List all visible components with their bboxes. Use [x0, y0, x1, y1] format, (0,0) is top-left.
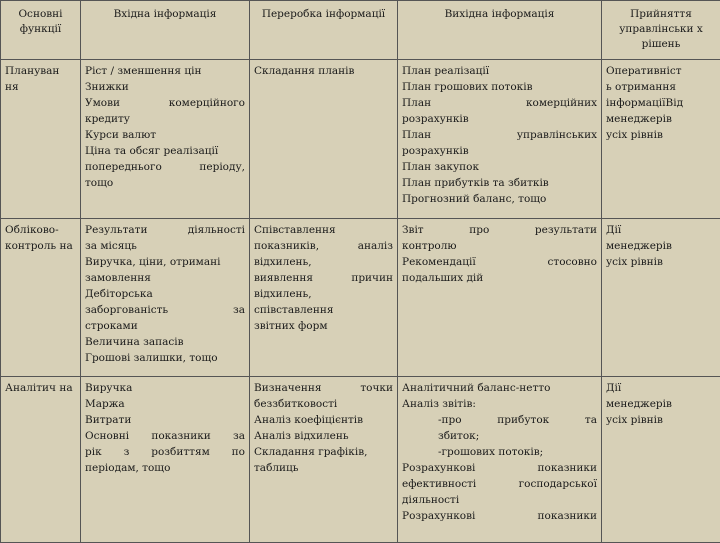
input-cell [81, 219, 250, 377]
cell-line: розрахунків [402, 143, 597, 159]
cell-line: розрахунків [402, 111, 597, 127]
cell-line: Рекомендації стосовно [402, 254, 597, 270]
header-functions: Основні функції [1, 1, 81, 60]
cell-line: Складання графіків, [254, 444, 393, 460]
cell-line: Аналітичний баланс-нетто [402, 380, 597, 396]
cell-line: подальших дій [402, 270, 597, 286]
output-cell [398, 60, 602, 219]
header-processing: Переробка інформації [250, 1, 398, 60]
cell-line: Визначення точки [254, 380, 393, 396]
cell-line: тощо [85, 175, 245, 191]
cell-line: Співставлення [254, 222, 393, 238]
cell-line: Величина запасів [85, 334, 245, 350]
cell-line: Виручка [85, 380, 245, 396]
cell-line: збиток; [402, 428, 597, 444]
cell-line: План закупок [402, 159, 597, 175]
cell-line: інформаціїВід [606, 95, 716, 111]
input-cell [81, 377, 250, 543]
cell-line: менеджерів [606, 238, 716, 254]
processing-cell [250, 377, 398, 543]
table-row [1, 377, 720, 543]
cell-line: менеджерів [606, 396, 716, 412]
cell-line: Знижки [85, 79, 245, 95]
cell-line: Звіт про результати [402, 222, 597, 238]
cell-line: -про прибуток та [402, 412, 597, 428]
cell-line: Розрахункові показники [402, 508, 597, 524]
cell-line: Ціна та обсяг реалізації [85, 143, 245, 159]
cell-line: усіх рівнів [606, 127, 716, 143]
cell-line: План грошових потоків [402, 79, 597, 95]
cell-line: усіх рівнів [606, 254, 716, 270]
output-cell [398, 377, 602, 543]
header-input: Вхідна інформація [81, 1, 250, 60]
cell-line: виявлення причин [254, 270, 393, 286]
cell-line: Маржа [85, 396, 245, 412]
table-row [1, 219, 720, 377]
cell-line: Оперативніст [606, 63, 716, 79]
cell-line: ефективності господарської [402, 476, 597, 492]
header-decisions: Прийняття управлінськи х рішень [602, 1, 720, 60]
cell-line: Розрахункові показники [402, 460, 597, 476]
cell-line: -грошових потоків; [402, 444, 597, 460]
cell-line: Дебіторська [85, 286, 245, 302]
cell-line: План комерційних [402, 95, 597, 111]
cell-line: контролю [402, 238, 597, 254]
cell-line: усіх рівнів [606, 412, 716, 428]
cell-line: співставлення [254, 302, 393, 318]
cell-line: Прогнозний баланс, тощо [402, 191, 597, 207]
cell-line: ь отримання [606, 79, 716, 95]
cell-line: строками [85, 318, 245, 334]
cell-line: Дії [606, 380, 716, 396]
cell-line: План прибутків та збитків [402, 175, 597, 191]
function-cell: Обліково-контроль на [1, 219, 81, 377]
cell-line: звітних форм [254, 318, 393, 334]
cell-line: Аналіз відхилень [254, 428, 393, 444]
cell-line: План управлінських [402, 127, 597, 143]
function-cell: Аналітич на [1, 377, 81, 543]
cell-line: Результати діяльності [85, 222, 245, 238]
cell-line: беззбитковості [254, 396, 393, 412]
output-cell [398, 219, 602, 377]
cell-line: показників, аналіз [254, 238, 393, 254]
header-output: Вихідна інформація [398, 1, 602, 60]
decisions-cell [602, 219, 720, 377]
cell-line: заборгованість за [85, 302, 245, 318]
function-cell: Плануван ня [1, 60, 81, 219]
cell-line: менеджерів [606, 111, 716, 127]
cell-line: Витрати [85, 412, 245, 428]
table-row [1, 60, 720, 219]
processing-cell [250, 60, 398, 219]
decisions-cell [602, 377, 720, 543]
cell-line: Ріст / зменшення цін [85, 63, 245, 79]
cell-line: Умови комерційного [85, 95, 245, 111]
header-row [1, 1, 720, 60]
cell-line: Курси валют [85, 127, 245, 143]
cell-line: таблиць [254, 460, 393, 476]
cell-line: за місяць [85, 238, 245, 254]
cell-line: Складання планів [254, 63, 393, 79]
cell-line: Аналіз коефіцієнтів [254, 412, 393, 428]
processing-cell [250, 219, 398, 377]
cell-line: відхилень, [254, 254, 393, 270]
cell-line: Дії [606, 222, 716, 238]
cell-line: Грошові залишки, тощо [85, 350, 245, 366]
cell-line: діяльності [402, 492, 597, 508]
cell-line: Виручка, ціни, отримані [85, 254, 245, 270]
cell-line: Аналіз звітів: [402, 396, 597, 412]
input-cell [81, 60, 250, 219]
cell-line: замовлення [85, 270, 245, 286]
cell-line: періодам, тощо [85, 460, 245, 476]
cell-line: рік з розбиттям по [85, 444, 245, 460]
cell-line: Основні показники за [85, 428, 245, 444]
cell-line: відхилень, [254, 286, 393, 302]
cell-line: кредиту [85, 111, 245, 127]
decisions-cell [602, 60, 720, 219]
cell-line: попереднього періоду, [85, 159, 245, 175]
cell-line: План реалізації [402, 63, 597, 79]
